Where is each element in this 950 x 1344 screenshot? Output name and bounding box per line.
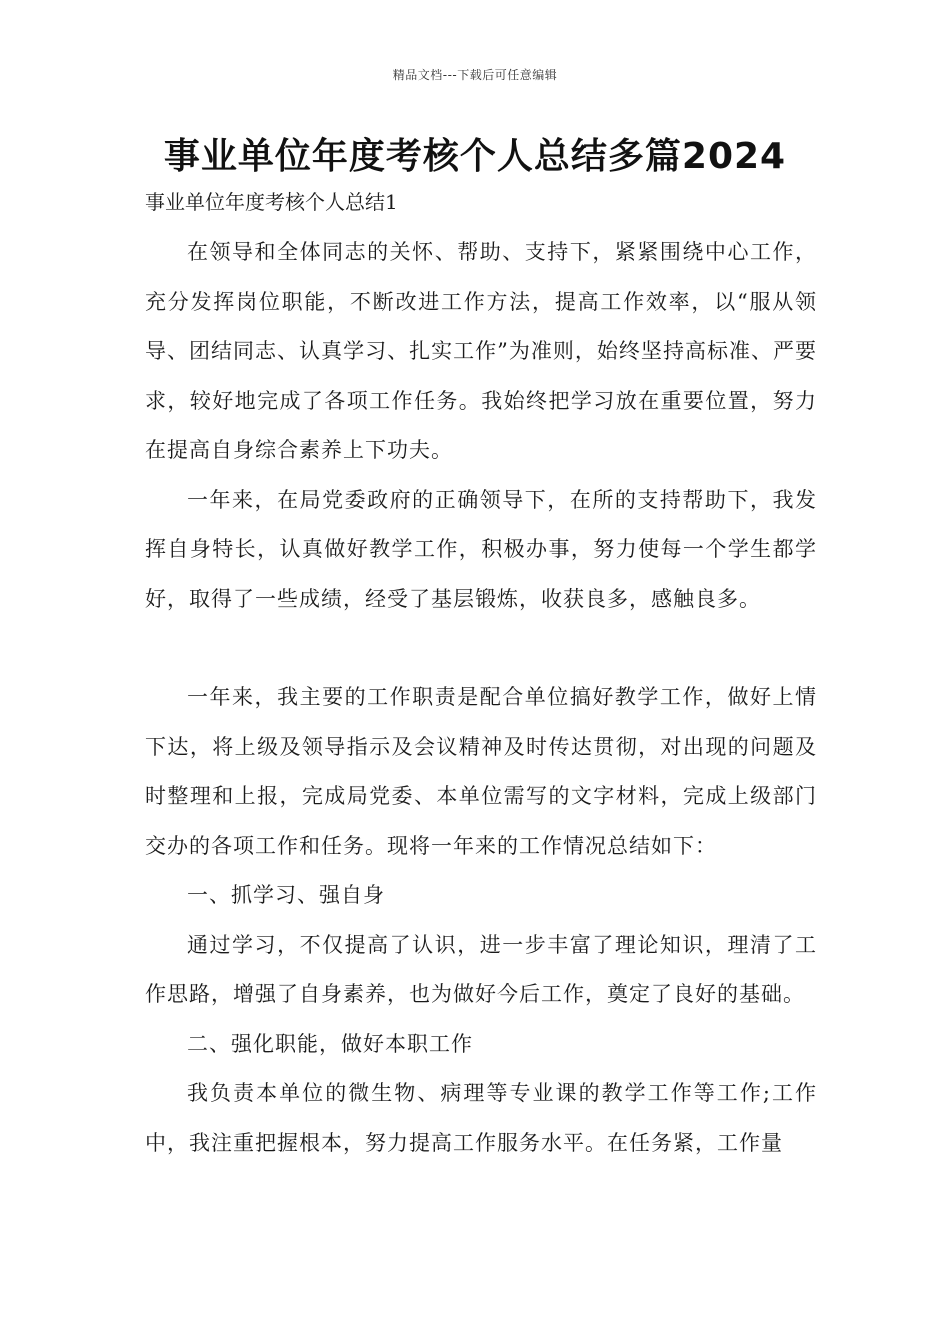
header-note: 精品文档---下载后可任意编辑 (392, 68, 558, 82)
heading-study: 一、抓学习、强自身 (187, 883, 385, 907)
paragraph-duties: 一年来，我主要的工作职责是配合单位搞好教学工作，做好上情下达，将上级及领导指示及会议精神及时传达贯彻，对出现的问题及时整理和上报，完成局党委、本单位需写的文字材料，完成上级部门交办的各项工作和任务。现将一年来的工作情况总结如下： (145, 685, 817, 858)
paragraph-year-review: 一年来，在局党委政府的正确领导下，在所的支持帮助下，我发挥自身特长，认真做好教学工作，积极办事，努力使每一个学生都学好，取得了一些成绩，经受了基层锻炼，收获良多，感触良多。 (145, 487, 817, 611)
section-title: 事业单位年度考核个人总结1 (145, 190, 398, 214)
paragraph-functions: 我负责本单位的微生物、病理等专业课的教学工作等工作;工作中，我注重把握根本，努力提高工作服务水平。在任务紧，工作量 (145, 1081, 817, 1155)
paragraph-study: 通过学习，不仅提高了认识，进一步丰富了理论知识，理清了工作思路，增强了自身素养，也为做好今后工作，奠定了良好的基础。 (145, 932, 817, 1006)
paragraph-intro: 在领导和全体同志的关怀、帮助、支持下，紧紧围绕中心工作，充分发挥岗位职能，不断改进工作方法，提高工作效率，以“服从领导、团结同志、认真学习、扎实工作”为准则，始终坚持高标准、严要求，较好地完成了各项工作任务。我始终把学习放在重要位置，努力在提高自身综合素养上下功夫。 (145, 240, 817, 462)
heading-functions: 二、强化职能，做好本职工作 (187, 1031, 473, 1056)
paragraph-spacer (145, 624, 817, 673)
document-body (145, 228, 817, 1168)
document-title: 事业单位年度考核个人总结多篇2024 (163, 136, 787, 177)
